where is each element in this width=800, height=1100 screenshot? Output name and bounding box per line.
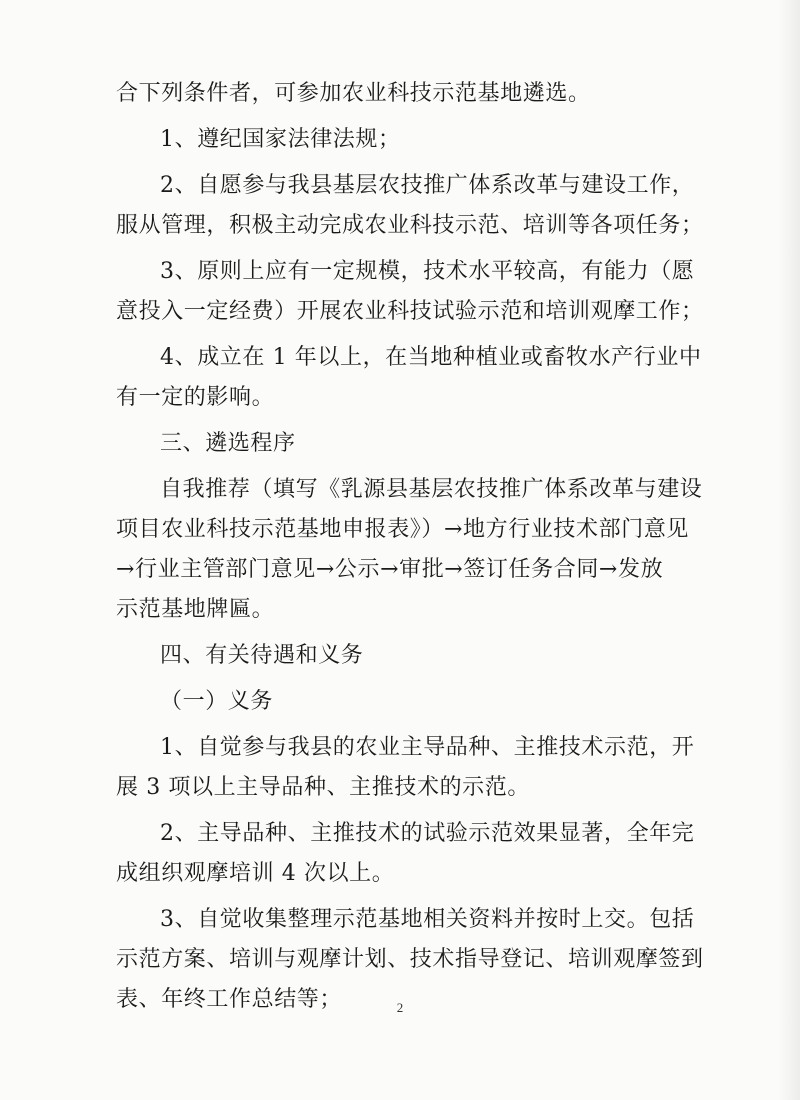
obligation-item-2: 2、主导品种、主推技术的试验示范效果显著，全年完 [160,821,695,846]
section-heading-benefits-obligations: 四、有关待遇和义务 [160,643,364,668]
obligation-item-3: 3、自觉收集整理示范基地相关资料并按时上交。包括 [160,907,695,932]
list-item-2: 2、自愿参与我县基层农技推广体系改革与建设工作， [160,173,695,198]
subsection-heading-obligations: （一）义务 [160,689,274,714]
text-line: 展 3 项以上主导品种、主推技术的示范。 [116,775,530,800]
text-line: 意投入一定经费）开展农业科技试验示范和培训观摩工作； [116,299,704,324]
page-edge-shadow [778,0,800,1100]
text-line: →行业主管部门意见→公示→审批→签订任务合同→发放 [116,557,664,582]
list-item-1: 1、遵纪国家法律法规； [160,127,401,152]
document-body [116,74,704,1020]
obligation-item-1: 1、自觉参与我县的农业主导品种、主推技术示范，开 [160,735,695,760]
paragraph-self-recommendation: 自我推荐（填写《乳源县基层农技推广体系改革与建设 [160,477,703,502]
text-line: 服从管理，积极主动完成农业科技示范、培训等各项任务； [116,213,704,238]
list-item-3: 3、原则上应有一定规模，技术水平较高，有能力（愿 [160,259,695,284]
page-number: 2 [396,1000,404,1015]
text-line: 成组织观摩培训 4 次以上。 [116,861,395,886]
text-line: 合下列条件者，可参加农业科技示范基地遴选。 [116,81,591,106]
text-line: 表、年终工作总结等； [116,987,343,1012]
text-line: 项目农业科技示范基地申报表》）→地方行业技术部门意见 [116,517,690,542]
text-line: 有一定的影响。 [116,385,275,410]
list-item-4: 4、成立在 1 年以上，在当地种植业或畜牧水产行业中 [160,345,702,370]
text-line: 示范方案、培训与观摩计划、技术指导登记、培训观摩签到 [116,947,704,972]
text-line: 示范基地牌匾。 [116,597,275,622]
section-heading-selection-procedure: 三、遴选程序 [160,431,296,456]
